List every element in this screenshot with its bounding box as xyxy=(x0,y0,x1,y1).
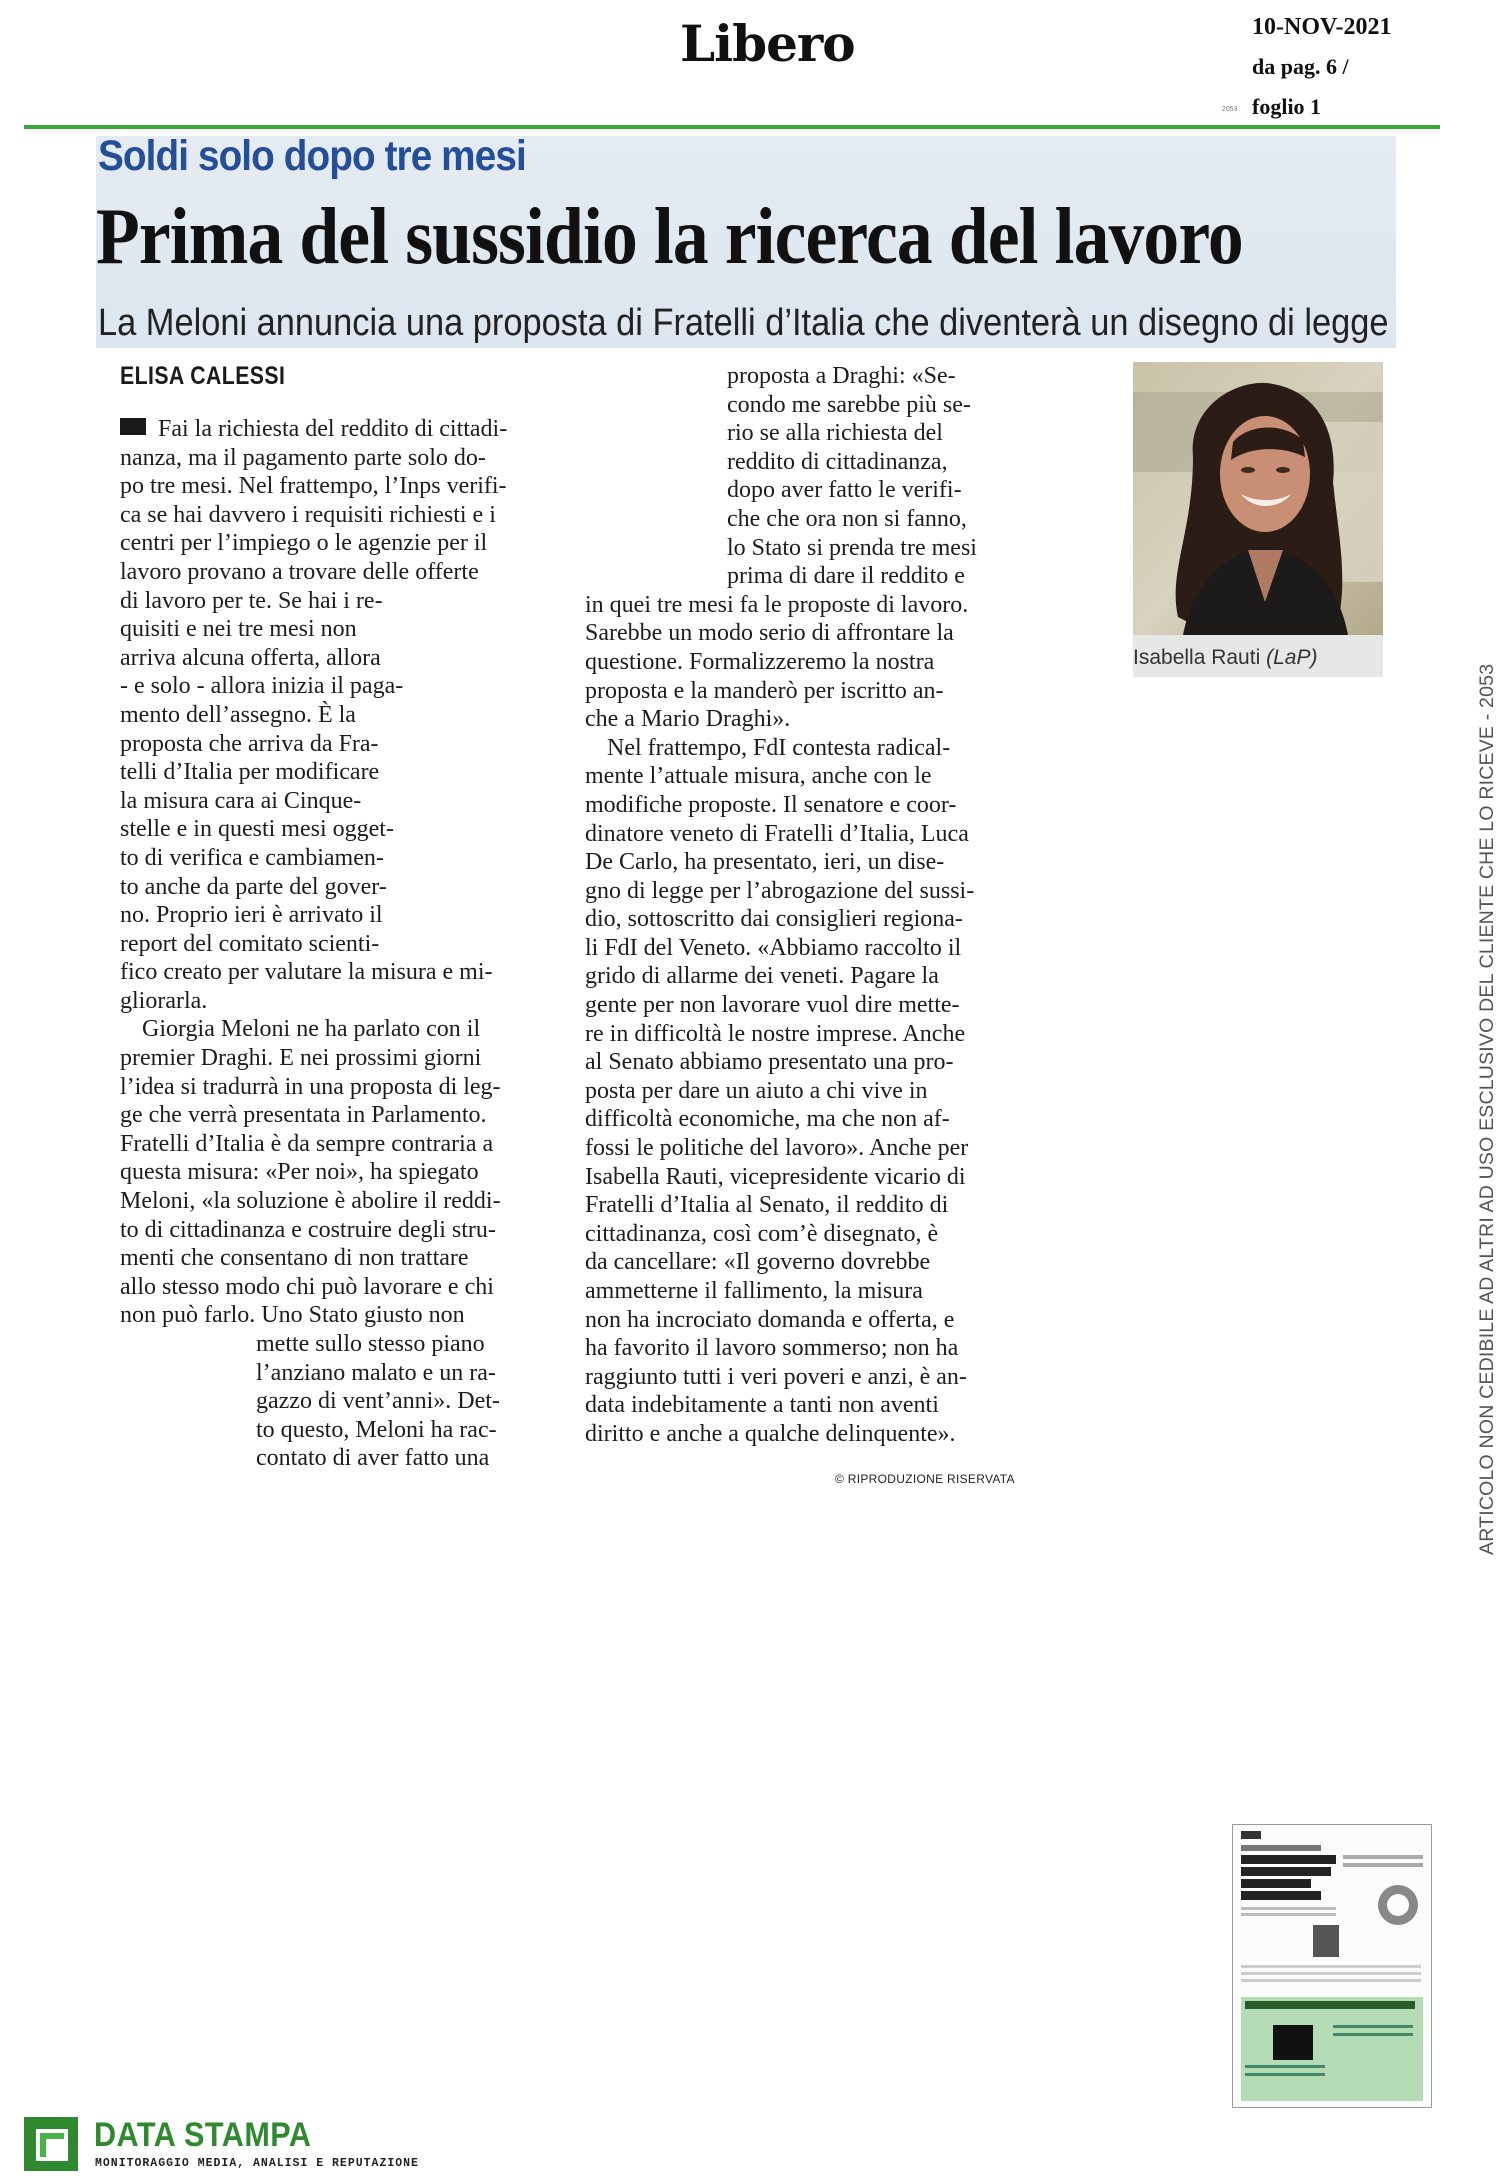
article-line xyxy=(585,734,977,763)
article-line xyxy=(120,1130,507,1159)
article-line xyxy=(585,419,977,448)
client-code: 2053 xyxy=(1222,106,1238,113)
article-line-text: proposta a Draghi: «Se- xyxy=(727,363,956,389)
article-line-text: non può farlo. Uno Stato giusto non xyxy=(120,1302,465,1329)
article-headline: Prima del sussidio la ricerca del lavoro xyxy=(96,193,1243,281)
article-line xyxy=(120,558,507,587)
article-line-text: la misura cara ai Cinque- xyxy=(120,787,362,814)
article-line-text: Nel frattempo, FdI contesta radical- xyxy=(607,734,951,761)
article-line-text: lo Stato si prenda tre mesi xyxy=(727,534,977,561)
article-line-text: telli d’Italia per modificare xyxy=(120,759,380,786)
copyright-notice: © RIPRODUZIONE RISERVATA xyxy=(835,1472,1015,1486)
article-line-text: report del comitato scienti- xyxy=(120,930,380,957)
article-line xyxy=(585,791,977,820)
article-line xyxy=(585,905,977,934)
article-line-text: non ha incrociato domanda e offerta, e xyxy=(585,1306,955,1333)
article-line-text: stelle e in questi mesi ogget- xyxy=(120,816,394,843)
article-line xyxy=(120,1216,507,1245)
article-line xyxy=(585,762,977,791)
article-line xyxy=(585,1077,977,1106)
article-line-text: fossi le politiche del lavoro». Anche per xyxy=(585,1135,969,1162)
article-line-text: De Carlo, ha presentato, ieri, un dise- xyxy=(585,849,945,876)
article-line xyxy=(585,705,977,734)
article-line xyxy=(120,644,507,673)
article-line-text: allo stesso modo chi può lavorare e chi xyxy=(120,1273,494,1300)
article-line-text: dio, sottoscritto dai consiglieri regiona- xyxy=(585,906,963,933)
article-line-text: menti che consentano di non trattare xyxy=(120,1245,469,1272)
article-line xyxy=(585,562,977,591)
article-line-text: re in difficoltà le nostre imprese. Anche xyxy=(585,1020,966,1047)
article-line xyxy=(585,1105,977,1134)
article-line xyxy=(120,730,507,759)
article-kicker: Soldi solo dopo tre mesi xyxy=(98,132,526,180)
article-line xyxy=(585,962,977,991)
article-byline: ELISA CALESSI xyxy=(120,362,286,390)
article-line xyxy=(120,1359,507,1388)
article-line-text: proposta che arriva da Fra- xyxy=(120,730,379,757)
article-line xyxy=(585,677,977,706)
article-line xyxy=(120,1273,507,1302)
article-line-text: Giorgia Meloni ne ha parlato con il xyxy=(142,1016,481,1043)
photo-caption xyxy=(1133,646,1317,670)
data-stampa-logo-icon xyxy=(24,2117,78,2176)
article-line xyxy=(120,444,507,473)
header-divider xyxy=(24,125,1440,129)
article-line-text: ge che verrà presentata in Parlamento. xyxy=(120,1102,487,1129)
article-line-text: po tre mesi. Nel frattempo, l’Inps verifi- xyxy=(120,473,507,500)
article-line xyxy=(120,930,507,959)
article-line-text: to di verifica e cambiamen- xyxy=(120,844,384,871)
article-line xyxy=(120,815,507,844)
article-line-text: contato di aver fatto una xyxy=(256,1445,490,1472)
article-line xyxy=(585,362,977,391)
caption-credit: (LaP) xyxy=(1266,646,1318,669)
article-line-text: grido di allarme dei veneti. Pagare la xyxy=(585,963,939,990)
article-line xyxy=(120,1187,507,1216)
article-line xyxy=(585,1363,977,1392)
portrait-photo xyxy=(1133,362,1383,635)
article-line-text: Meloni, «la soluzione è abolire il reddi- xyxy=(120,1188,501,1215)
sheet-reference: foglio 1 xyxy=(1252,94,1322,119)
article-line xyxy=(585,619,977,648)
article-line-text: cittadinanza, così com’è disegnato, è xyxy=(585,1220,939,1247)
article-line-text: che a Mario Draghi». xyxy=(585,706,791,733)
article-line xyxy=(120,701,507,730)
article-line xyxy=(585,1220,977,1249)
article-line-text: premier Draghi. E nei prossimi giorni xyxy=(120,1045,482,1072)
article-line xyxy=(120,873,507,902)
article-line xyxy=(120,415,507,444)
article-line xyxy=(120,1244,507,1273)
article-line-text: mente l’attuale misura, anche con le xyxy=(585,763,932,790)
article-line-text: difficoltà economiche, ma che non af- xyxy=(585,1106,950,1133)
article-line-text: al Senato abbiamo presentato una pro- xyxy=(585,1049,954,1076)
article-subhead: La Meloni annuncia una proposta di Fratelli d’Italia che diventerà un disegno di legge xyxy=(98,302,1389,344)
article-line xyxy=(585,1334,977,1363)
article-line xyxy=(120,1330,507,1359)
article-line-text: dopo aver fatto le verifi- xyxy=(727,477,962,504)
article-column-2 xyxy=(585,362,977,1449)
article-line-text: Fratelli d’Italia al Senato, il reddito di xyxy=(585,1192,949,1219)
article-line-text: no. Proprio ieri è arrivato il xyxy=(120,902,383,929)
article-line xyxy=(120,472,507,501)
article-line-text: l’anziano malato e un ra- xyxy=(256,1359,496,1386)
article-line-text: centri per l’impiego o le agenzie per il xyxy=(120,530,488,557)
article-line xyxy=(120,1416,507,1445)
article-line xyxy=(120,615,507,644)
article-column-1 xyxy=(120,415,507,1473)
article-line-text: ammetterne il fallimento, la misura xyxy=(585,1278,923,1304)
article-line xyxy=(120,1158,507,1187)
portrait-image xyxy=(1133,362,1383,635)
article-line xyxy=(120,758,507,787)
article-line xyxy=(585,534,977,563)
article-line xyxy=(585,1048,977,1077)
article-line-text: Sarebbe un modo serio di affrontare la xyxy=(585,620,954,647)
article-line-text: diritto e anche a qualche delinquente». xyxy=(585,1420,956,1447)
article-line xyxy=(585,1163,977,1192)
article-line-text: li FdI del Veneto. «Abbiamo raccolto il xyxy=(585,934,962,961)
article-line xyxy=(120,1387,507,1416)
article-line xyxy=(585,448,977,477)
article-line-text: posta per dare un aiuto a chi vive in xyxy=(585,1077,928,1104)
article-line-text: ha favorito il lavoro sommerso; non ha xyxy=(585,1335,959,1362)
caption-name: Isabella Rauti xyxy=(1133,646,1261,669)
article-line xyxy=(120,1073,507,1102)
article-line-text: arriva alcuna offerta, allora xyxy=(120,644,381,671)
article-line-text: in quei tre mesi fa le proposte di lavoro. xyxy=(585,591,969,618)
article-line xyxy=(585,1420,977,1449)
page-thumbnail xyxy=(1232,1824,1432,2108)
article-line xyxy=(120,958,507,987)
article-line-text: - e solo - allora inizia il paga- xyxy=(120,673,404,700)
article-line-text: proposta e la manderò per iscritto an- xyxy=(585,677,944,704)
article-line-text: dinatore veneto di Fratelli d’Italia, Luca xyxy=(585,820,969,847)
article-line-text: questa misura: «Per noi», ha spiegato xyxy=(120,1159,479,1186)
article-line xyxy=(585,1248,977,1277)
article-line xyxy=(585,505,977,534)
page-thumbnail-image xyxy=(1233,1825,1431,2107)
article-line xyxy=(120,587,507,616)
footer-tagline: MONITORAGGIO MEDIA, ANALISI E REPUTAZIONE xyxy=(95,2157,419,2170)
article-line-text: mette sullo stesso piano xyxy=(256,1331,485,1357)
article-line xyxy=(120,1301,507,1330)
article-line-text: to di cittadinanza e costruire degli stru- xyxy=(120,1216,496,1243)
article-line-text: ca se hai davvero i requisiti richiesti e i xyxy=(120,501,496,528)
article-line-text: condo me sarebbe più se- xyxy=(727,391,971,418)
article-line xyxy=(120,1444,507,1473)
article-line-text: to questo, Meloni ha rac- xyxy=(256,1416,497,1443)
article-line-text: fico creato per valutare la misura e mi- xyxy=(120,959,493,986)
article-line xyxy=(585,1020,977,1049)
article-line-text: da cancellare: «Il governo dovrebbe xyxy=(585,1249,931,1276)
footer-brand: DATA STAMPA xyxy=(94,2116,312,2154)
article-line xyxy=(585,848,977,877)
article-line xyxy=(585,591,977,620)
article-line xyxy=(120,901,507,930)
article-line xyxy=(585,1277,977,1306)
article-line-text: gazzo di vent’anni». Det- xyxy=(256,1388,500,1415)
article-line-text: nanza, ma il pagamento parte solo do- xyxy=(120,444,486,471)
article-line xyxy=(585,820,977,849)
article-line xyxy=(120,787,507,816)
usage-notice: ARTICOLO NON CEDIBILE AD ALTRI AD USO ESCLUSIVO DEL CLIENTE CHE LO RICEVE - 2053 xyxy=(1476,663,1498,1555)
article-line-text: lavoro provano a trovare delle offerte xyxy=(120,558,479,585)
article-line xyxy=(585,991,977,1020)
article-line xyxy=(585,877,977,906)
article-line xyxy=(120,844,507,873)
article-line xyxy=(120,1015,507,1044)
article-line-text: Fai la richiesta del reddito di cittadi- xyxy=(158,416,508,442)
article-line-text: Isabella Rauti, vicepresidente vicario di xyxy=(585,1163,966,1190)
publication-date: 10-NOV-2021 xyxy=(1252,14,1392,40)
article-line-text: gliorarla. xyxy=(120,987,208,1014)
paragraph-marker-icon xyxy=(120,418,146,435)
article-line-text: che che ora non si fanno, xyxy=(727,505,967,532)
article-line-text: modifiche proposte. Il senatore e coor- xyxy=(585,791,957,818)
article-line xyxy=(120,1044,507,1073)
article-line-text: Fratelli d’Italia è da sempre contraria a xyxy=(120,1130,494,1157)
article-line xyxy=(585,934,977,963)
article-line-text: l’idea si tradurrà in una proposta di leg- xyxy=(120,1073,501,1100)
article-line xyxy=(120,1101,507,1130)
article-line xyxy=(120,672,507,701)
article-line xyxy=(585,1191,977,1220)
article-line xyxy=(120,501,507,530)
newspaper-logo: Libero xyxy=(680,14,855,73)
article-line-text: rio se alla richiesta del xyxy=(727,420,943,447)
article-line-text: gno di legge per l’abrogazione del sussi- xyxy=(585,877,975,904)
article-line xyxy=(120,987,507,1016)
article-line xyxy=(585,391,977,420)
article-line xyxy=(585,476,977,505)
article-line-text: mento dell’assegno. È la xyxy=(120,701,356,728)
article-line-text: data indebitamente a tanti non aventi xyxy=(585,1392,939,1419)
article-line-text: raggiunto tutti i veri poveri e anzi, è an- xyxy=(585,1363,967,1390)
article-line-text: di lavoro per te. Se hai i re- xyxy=(120,587,383,614)
article-line xyxy=(585,1134,977,1163)
page-reference: da pag. 6 / xyxy=(1252,54,1349,79)
article-line-text: prima di dare il reddito e xyxy=(727,563,965,590)
article-line xyxy=(120,529,507,558)
article-line-text: questione. Formalizzeremo la nostra xyxy=(585,648,935,675)
article-line xyxy=(585,648,977,677)
article-line-text: gente per non lavorare vuol dire mette- xyxy=(585,992,960,1019)
article-line-text: quisiti e nei tre mesi non xyxy=(120,616,357,643)
article-line-text: to anche da parte del gover- xyxy=(120,873,387,900)
article-line-text: reddito di cittadinanza, xyxy=(727,448,948,475)
article-line xyxy=(585,1391,977,1420)
article-line xyxy=(585,1306,977,1335)
